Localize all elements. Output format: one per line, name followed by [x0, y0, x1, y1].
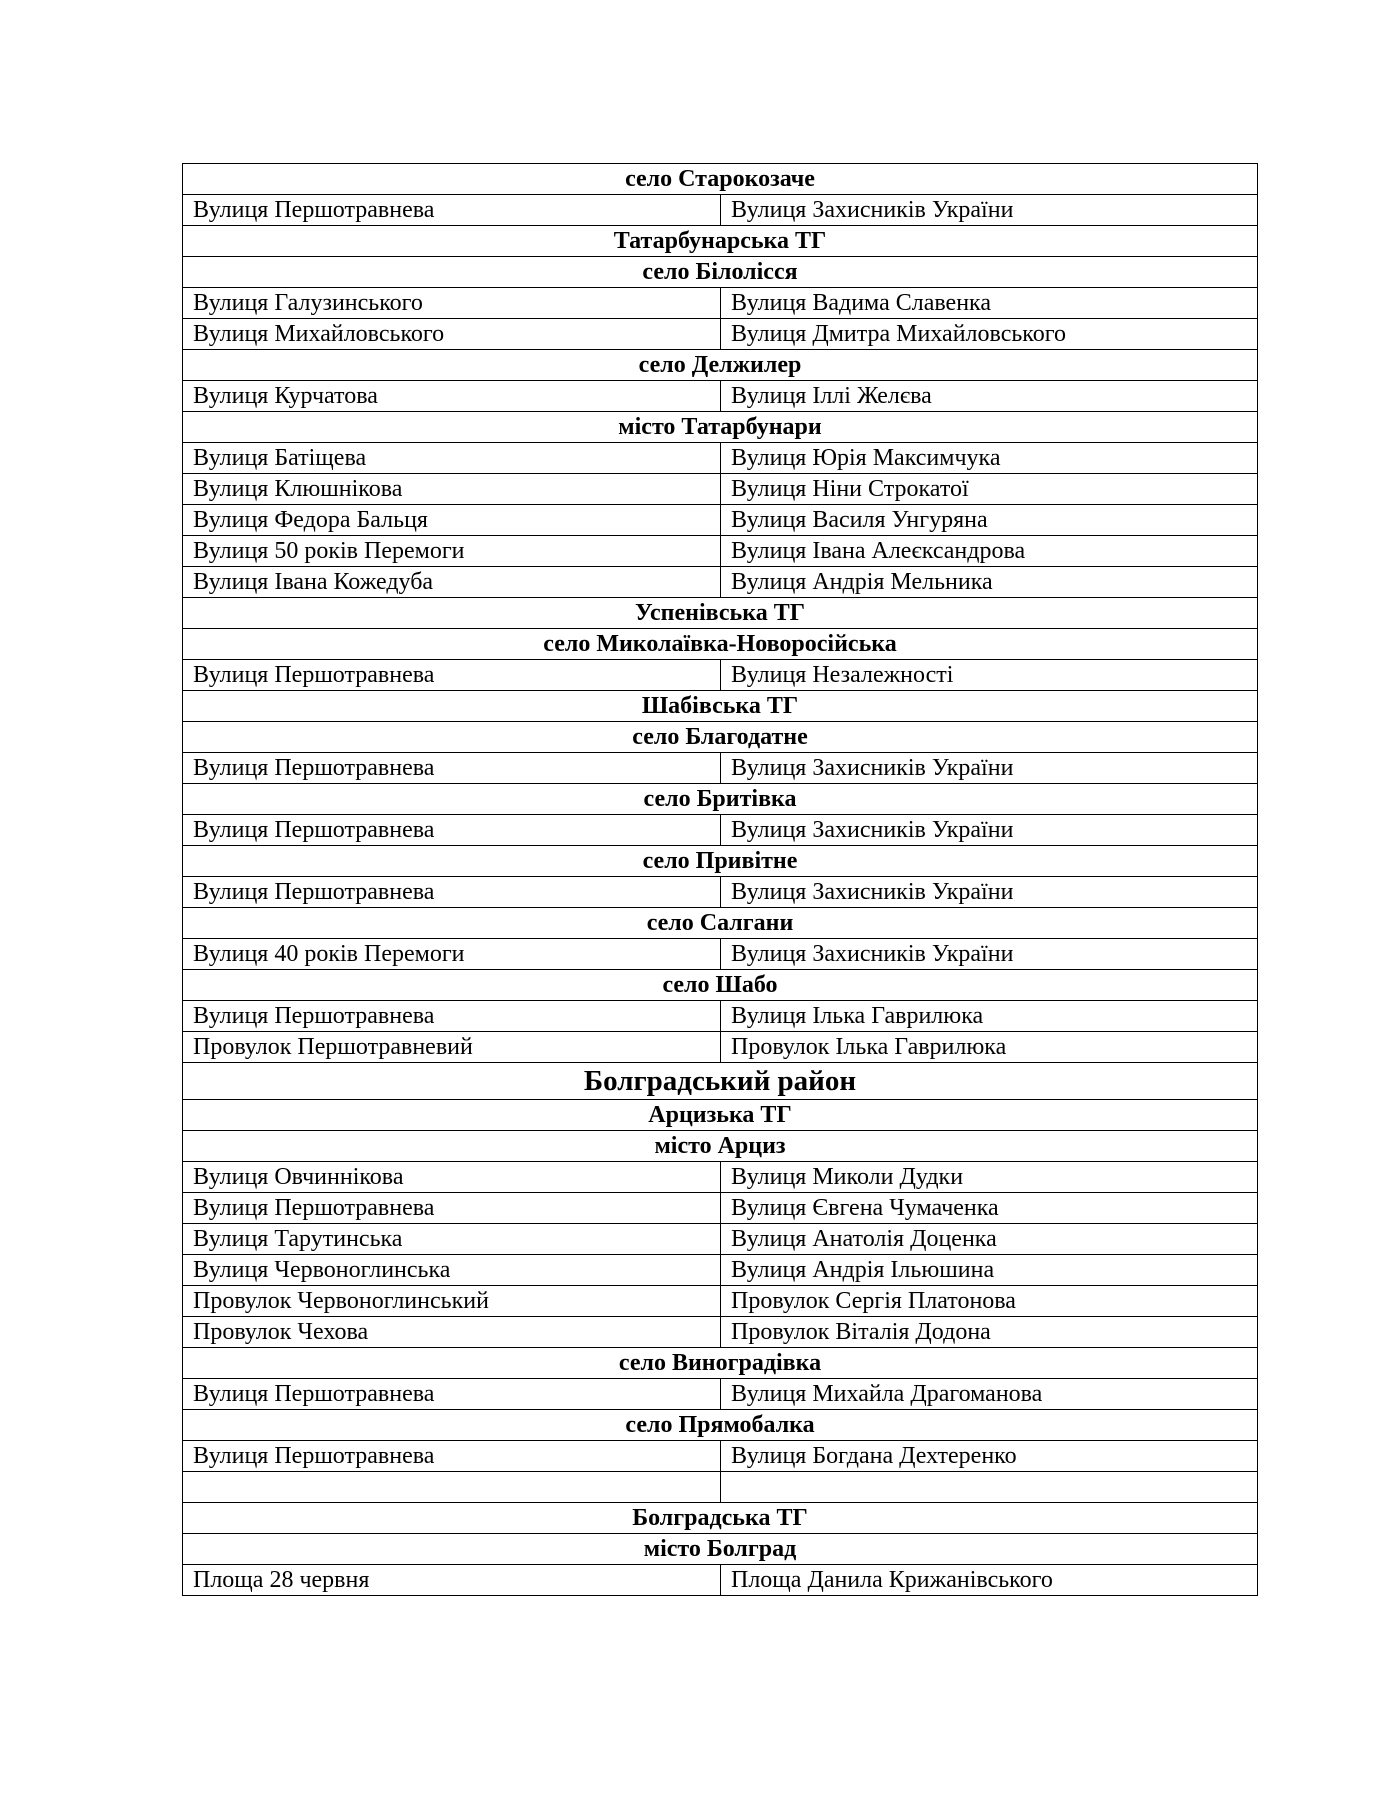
section-header-cell: Татарбунарська ТГ: [183, 226, 1258, 257]
table-row: [183, 1255, 1258, 1286]
table-row: [183, 319, 1258, 350]
table-row: [183, 753, 1258, 784]
new-name-cell: Вулиця Ніни Строкатої: [721, 474, 1258, 505]
table-row: [183, 443, 1258, 474]
old-name-cell: Вулиця Івана Кожедуба: [183, 567, 721, 598]
section-header-cell: село Привітне: [183, 846, 1258, 877]
new-name-cell: Вулиця Захисників України: [721, 195, 1258, 226]
section-header-row: [183, 1131, 1258, 1162]
section-header-cell: село Прямобалка: [183, 1410, 1258, 1441]
section-header-row: [183, 629, 1258, 660]
new-name-cell: Вулиця Іллі Желєва: [721, 381, 1258, 412]
table-row: [183, 1441, 1258, 1472]
new-name-cell: Вулиця Дмитра Михайловського: [721, 319, 1258, 350]
section-header-row: [183, 908, 1258, 939]
old-name-cell: Вулиця Першотравнева: [183, 1441, 721, 1472]
section-header-row: [183, 1533, 1258, 1564]
old-name-cell: Вулиця Першотравнева: [183, 1001, 721, 1032]
table-row: [183, 1032, 1258, 1063]
table-row: [183, 536, 1258, 567]
table-row: [183, 1379, 1258, 1410]
table-row: [183, 474, 1258, 505]
old-name-cell: [183, 1472, 721, 1503]
old-name-cell: Вулиця Курчатова: [183, 381, 721, 412]
old-name-cell: Вулиця 40 років Перемоги: [183, 939, 721, 970]
table-row: [183, 381, 1258, 412]
section-header-cell: село Старокозаче: [183, 164, 1258, 195]
old-name-cell: Вулиця Клюшнікова: [183, 474, 721, 505]
section-header-cell: місто Арциз: [183, 1131, 1258, 1162]
new-name-cell: Вулиця Захисників України: [721, 753, 1258, 784]
section-header-cell: село Виноградівка: [183, 1348, 1258, 1379]
old-name-cell: Вулиця Тарутинська: [183, 1224, 721, 1255]
section-header-row: [183, 412, 1258, 443]
old-name-cell: Вулиця Першотравнева: [183, 753, 721, 784]
old-name-cell: Вулиця Першотравнева: [183, 815, 721, 846]
table-body: [183, 164, 1258, 1596]
old-name-cell: Вулиця Першотравнева: [183, 877, 721, 908]
section-header-row: [183, 1100, 1258, 1131]
new-name-cell: Вулиця Захисників України: [721, 877, 1258, 908]
table-row: [183, 1193, 1258, 1224]
section-header-row: [183, 1348, 1258, 1379]
new-name-cell: Провулок Сергія Платонова: [721, 1286, 1258, 1317]
section-header-cell: село Білолісся: [183, 257, 1258, 288]
old-name-cell: Площа 28 червня: [183, 1564, 721, 1595]
section-header-row: [183, 1502, 1258, 1533]
old-name-cell: Вулиця Галузинського: [183, 288, 721, 319]
new-name-cell: Провулок Ілька Гаврилюка: [721, 1032, 1258, 1063]
new-name-cell: Вулиця Анатолія Доценка: [721, 1224, 1258, 1255]
old-name-cell: Вулиця Федора Бальця: [183, 505, 721, 536]
new-name-cell: Вулиця Незалежності: [721, 660, 1258, 691]
new-name-cell: Провулок Віталія Додона: [721, 1317, 1258, 1348]
old-name-cell: Вулиця Червоноглинська: [183, 1255, 721, 1286]
section-header-cell: місто Татарбунари: [183, 412, 1258, 443]
new-name-cell: Вулиця Євгена Чумаченка: [721, 1193, 1258, 1224]
old-name-cell: Вулиця Першотравнева: [183, 1379, 721, 1410]
old-name-cell: Провулок Чехова: [183, 1317, 721, 1348]
table-row: [183, 1286, 1258, 1317]
district-header-row: [183, 1063, 1258, 1100]
new-name-cell: Вулиця Василя Унгуряна: [721, 505, 1258, 536]
table-row: [183, 1317, 1258, 1348]
new-name-cell: [721, 1472, 1258, 1503]
new-name-cell: Площа Данила Крижанівського: [721, 1564, 1258, 1595]
section-header-cell: Болградський район: [183, 1063, 1258, 1100]
section-header-cell: село Миколаївка-Новоросійська: [183, 629, 1258, 660]
table-row: [183, 939, 1258, 970]
table-row: [183, 288, 1258, 319]
old-name-cell: Вулиця Михайловського: [183, 319, 721, 350]
section-header-cell: Болградська ТГ: [183, 1502, 1258, 1533]
section-header-cell: село Бритівка: [183, 784, 1258, 815]
section-header-row: [183, 722, 1258, 753]
section-header-row: [183, 598, 1258, 629]
new-name-cell: Вулиця Ілька Гаврилюка: [721, 1001, 1258, 1032]
section-header-row: [183, 784, 1258, 815]
old-name-cell: Вулиця 50 років Перемоги: [183, 536, 721, 567]
section-header-cell: село Делжилер: [183, 350, 1258, 381]
table-row: [183, 1001, 1258, 1032]
table-row: [183, 1472, 1258, 1503]
new-name-cell: Вулиця Миколи Дудки: [721, 1162, 1258, 1193]
new-name-cell: Вулиця Юрія Максимчука: [721, 443, 1258, 474]
section-header-row: [183, 226, 1258, 257]
new-name-cell: Вулиця Івана Алеєксандрова: [721, 536, 1258, 567]
street-rename-table: [182, 163, 1258, 1596]
old-name-cell: Вулиця Батіщева: [183, 443, 721, 474]
section-header-cell: місто Болград: [183, 1533, 1258, 1564]
section-header-row: [183, 691, 1258, 722]
old-name-cell: Провулок Червоноглинський: [183, 1286, 721, 1317]
section-header-row: [183, 970, 1258, 1001]
section-header-cell: Шабівська ТГ: [183, 691, 1258, 722]
new-name-cell: Вулиця Андрія Ільюшина: [721, 1255, 1258, 1286]
new-name-cell: Вулиця Вадима Славенка: [721, 288, 1258, 319]
section-header-row: [183, 257, 1258, 288]
old-name-cell: Вулиця Першотравнева: [183, 660, 721, 691]
section-header-row: [183, 846, 1258, 877]
old-name-cell: Вулиця Овчиннікова: [183, 1162, 721, 1193]
section-header-cell: Арцизька ТГ: [183, 1100, 1258, 1131]
section-header-cell: село Благодатне: [183, 722, 1258, 753]
section-header-cell: Успенівська ТГ: [183, 598, 1258, 629]
old-name-cell: Вулиця Першотравнева: [183, 195, 721, 226]
new-name-cell: Вулиця Михайла Драгоманова: [721, 1379, 1258, 1410]
table-row: [183, 195, 1258, 226]
table-row: [183, 505, 1258, 536]
new-name-cell: Вулиця Захисників України: [721, 939, 1258, 970]
table-row: [183, 815, 1258, 846]
table-row: [183, 660, 1258, 691]
new-name-cell: Вулиця Богдана Дехтеренко: [721, 1441, 1258, 1472]
table-row: [183, 1162, 1258, 1193]
section-header-cell: село Салгани: [183, 908, 1258, 939]
section-header-row: [183, 350, 1258, 381]
new-name-cell: Вулиця Андрія Мельника: [721, 567, 1258, 598]
new-name-cell: Вулиця Захисників України: [721, 815, 1258, 846]
old-name-cell: Провулок Першотравневий: [183, 1032, 721, 1063]
section-header-cell: село Шабо: [183, 970, 1258, 1001]
table-row: [183, 877, 1258, 908]
table-row: [183, 1224, 1258, 1255]
old-name-cell: Вулиця Першотравнева: [183, 1193, 721, 1224]
table-row: [183, 1564, 1258, 1595]
table-row: [183, 567, 1258, 598]
section-header-row: [183, 164, 1258, 195]
section-header-row: [183, 1410, 1258, 1441]
